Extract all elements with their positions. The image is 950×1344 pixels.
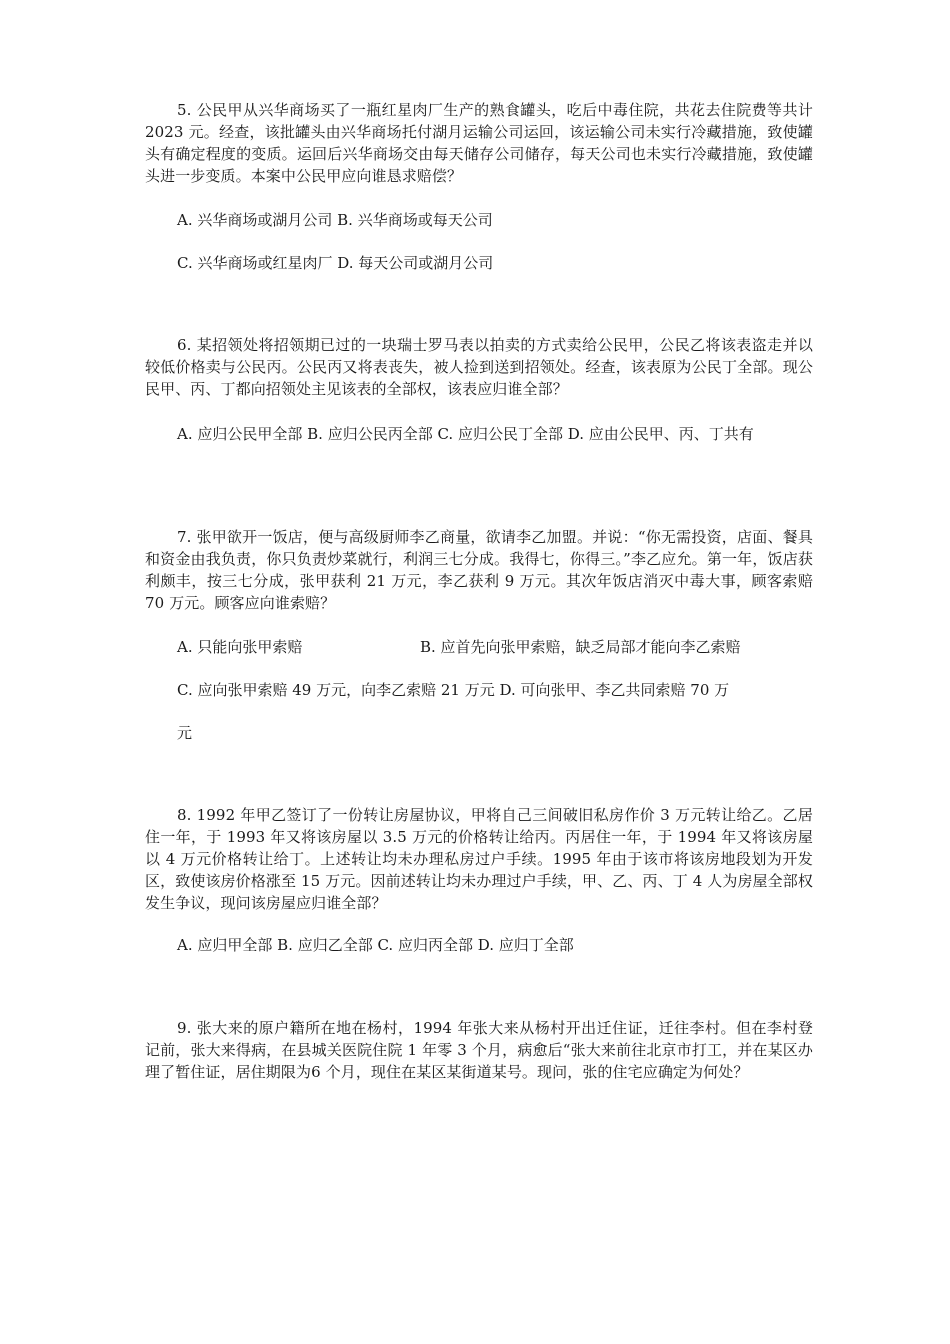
question-8-options: A. 应归甲全部 B. 应归乙全部 C. 应归丙全部 D. 应归丁全部: [177, 936, 574, 954]
question-5-options-ab: A. 兴华商场或湖月公司 B. 兴华商场或每天公司: [177, 211, 493, 229]
question-5-stem: 5. 公民甲从兴华商场买了一瓶红星肉厂生产的熟食罐头，吃后中毒住院，共花去住院费等共计 2023 元。经查，该批罐头由兴华商场托付湖月运输公司运回，该运输公司未实行冷藏措施，致使罐头有确定程度的变质。运回后兴华商场交由每天储存公司储存，每天公司也未实行冷藏措施，致使罐头进一步变质。本案中公民甲应向谁恳求赔偿？: [145, 101, 813, 185]
question-8-stem: 8. 1992 年甲乙签订了一份转让房屋协议，甲将自己三间破旧私房作价 3 万元转让给乙。乙居住一年，于 1993 年又将该房屋以 3.5 万元的价格转让给丙。丙居住一年，于 1994 年又将该房屋以 4 万元价格转让给丁。上述转让均未办理私房过户手续。1995 年由于该市将该房地段划为开发区，致使该房价格涨至 15 万元。因前述转让均未办理过户手续，甲、乙、丙、丁 4 人为房屋全部权发生争议，现问该房屋应归谁全部？: [145, 806, 813, 912]
question-7-option-b: B. 应首先向张甲索赔，缺乏局部才能向李乙索赔: [420, 638, 741, 656]
question-7-options-cd: C. 应向张甲索赔 49 万元，向李乙索赔 21 万元 D. 可向张甲、李乙共同索赔 70 万: [177, 681, 730, 699]
question-9-stem: 9. 张大来的原户籍所在地在杨村，1994 年张大来从杨村开出迁住证，迁往李村。但在李村登记前，张大来得病，在县城关医院住院 1 年零 3 个月，病愈后“张大来前往北京市打工，并在某区办理了暂住证，居住期限为6 个月，现住在某区某街道某号。现问，张的住宅应确定为何处？: [145, 1019, 813, 1081]
question-7-option-a: A. 只能向张甲索赔: [177, 638, 303, 656]
question-7-options-cd-continued: 元: [177, 724, 193, 742]
question-7-stem: 7. 张甲欲开一饭店，便与高级厨师李乙商量，欲请李乙加盟。并说：“你无需投资，店面、餐具和资金由我负责，你只负责炒菜就行，利润三七分成。我得七，你得三。”李乙应允。第一年，饭店获利颇丰，按三七分成，张甲获利 21 万元，李乙获利 9 万元。其次年饭店消灭中毒大事，顾客索赔 70 万元。顾客应向谁索赔？: [145, 528, 813, 612]
question-6-stem: 6. 某招领处将招领期已过的一块瑞士罗马表以拍卖的方式卖给公民甲，公民乙将该表盗走并以较低价格卖与公民丙。公民丙又将表丧失，被人捡到送到招领处。经查，该表原为公民丁全部。现公民甲、丙、丁都向招领处主见该表的全部权，该表应归谁全部？: [145, 336, 813, 398]
question-6-options: A. 应归公民甲全部 B. 应归公民丙全部 C. 应归公民丁全部 D. 应由公民甲、丙、丁共有: [177, 425, 754, 443]
question-5-options-cd: C. 兴华商场或红星肉厂 D. 每天公司或湖月公司: [177, 254, 494, 272]
